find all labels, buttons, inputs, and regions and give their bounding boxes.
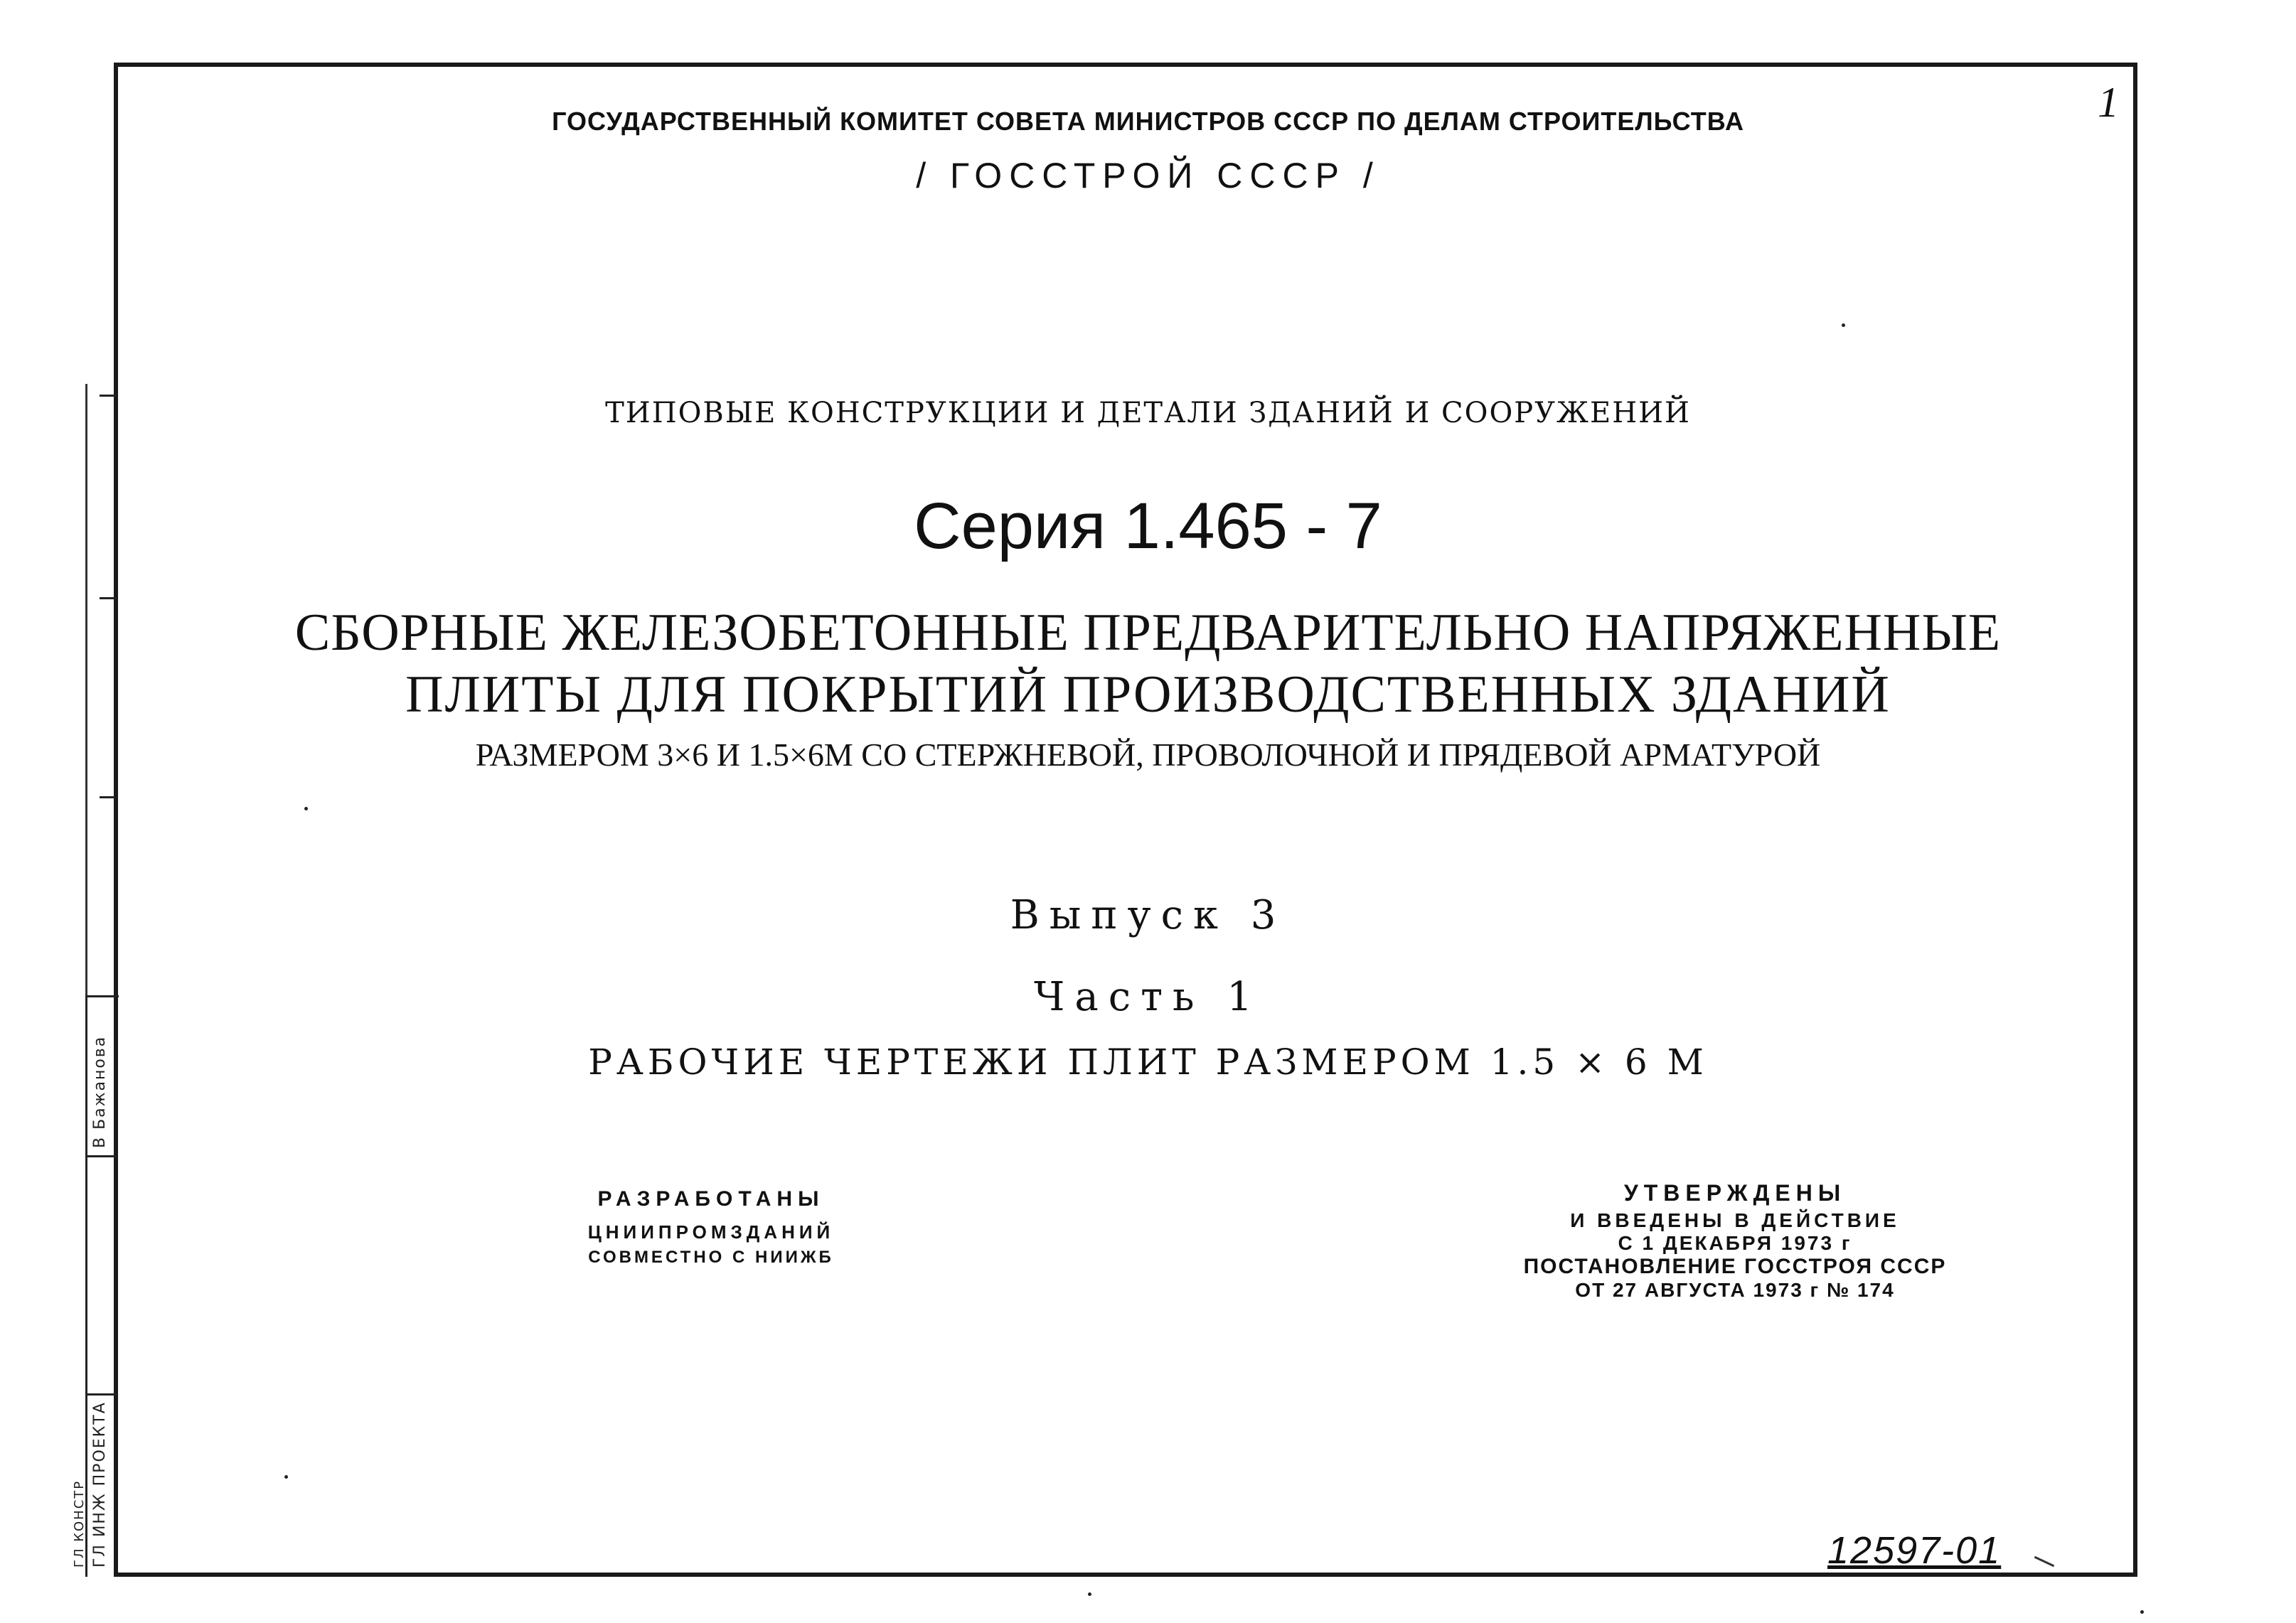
frame-bottom-border (114, 1573, 2137, 1577)
frame-right-border (2133, 63, 2137, 1577)
scan-dot (284, 1475, 288, 1479)
margin-tick (100, 796, 117, 798)
title-line-2: ПЛИТЫ ДЛЯ ПОКРЫТИЙ ПРОИЗВОДСТВЕННЫХ ЗДАНИЙ (405, 665, 1891, 724)
frame-top-border (114, 63, 2137, 67)
stamp-author: В Бажанова (91, 1035, 109, 1148)
resolution-date-number: ОТ 27 АВГУСТА 1973 г № 174 (1575, 1279, 1895, 1301)
title-line-1: СБОРНЫЕ ЖЕЛЕЗОБЕТОННЫЕ ПРЕДВАРИТЕЛЬНО НАПРЯЖЕННЫЕ (294, 604, 2002, 662)
ministry-short-name: / ГОССТРОЙ СССР / (916, 156, 1380, 195)
co-developer: СОВМЕСТНО С НИИЖБ (588, 1248, 834, 1267)
margin-tick (100, 597, 117, 599)
scan-dot (2140, 1610, 2144, 1614)
title-line-3: РАЗМЕРОМ 3×6 И 1.5×6М СО СТЕРЖНЕВОЙ, ПРОВОЛОЧНОЙ И ПРЯДЕВОЙ АРМАТУРОЙ (475, 736, 1821, 773)
developed-by-label: РАЗРАБОТАНЫ (597, 1187, 825, 1211)
stamp-divider (85, 1155, 117, 1157)
stamp-divider (85, 1393, 117, 1396)
put-into-effect-label: И ВВЕДЕНЫ В ДЕЙСТВИЕ (1570, 1209, 1900, 1231)
subtitle: РАБОЧИЕ ЧЕРТЕЖИ ПЛИТ РАЗМЕРОМ 1.5 × 6 М (588, 1041, 1708, 1083)
stamp-role-chief-engineer: ГЛ ИНЖ ПРОЕКТА (91, 1401, 109, 1568)
page-number: 1 (2098, 79, 2119, 126)
resolution-label: ПОСТАНОВЛЕНИЕ ГОССТРОЯ СССР (1523, 1255, 1947, 1278)
scan-dot (304, 807, 308, 810)
developed-by-block (512, 1187, 910, 1268)
developer-organization: ЦНИИПРОМЗДАНИЙ (587, 1221, 835, 1243)
scan-dot (1842, 323, 1845, 327)
approval-block (1493, 1180, 1977, 1302)
stamp-role-chief-designer: ГЛ КОНСТР (72, 1479, 87, 1568)
part-number: Часть 1 (1034, 974, 1262, 1020)
document-number: 12597-01 (1827, 1529, 2002, 1572)
ministry-header: ГОСУДАРСТВЕННЫЙ КОМИТЕТ СОВЕТА МИНИСТРОВ СССР ПО ДЕЛАМ СТРОИТЕЛЬСТВА (552, 107, 1744, 136)
approved-label: УТВЕРЖДЕНЫ (1623, 1180, 1847, 1206)
issue-number: Выпуск 3 (1010, 892, 1286, 938)
category-heading: ТИПОВЫЕ КОНСТРУКЦИИ И ДЕТАЛИ ЗДАНИЙ И СООРУЖЕНИЙ (605, 397, 1691, 429)
scan-dot (1088, 1592, 1091, 1596)
effective-date: С 1 ДЕКАБРЯ 1973 г (1618, 1232, 1852, 1254)
scan-mark (2034, 1556, 2054, 1567)
series-number: Серия 1.465 - 7 (914, 490, 1382, 562)
